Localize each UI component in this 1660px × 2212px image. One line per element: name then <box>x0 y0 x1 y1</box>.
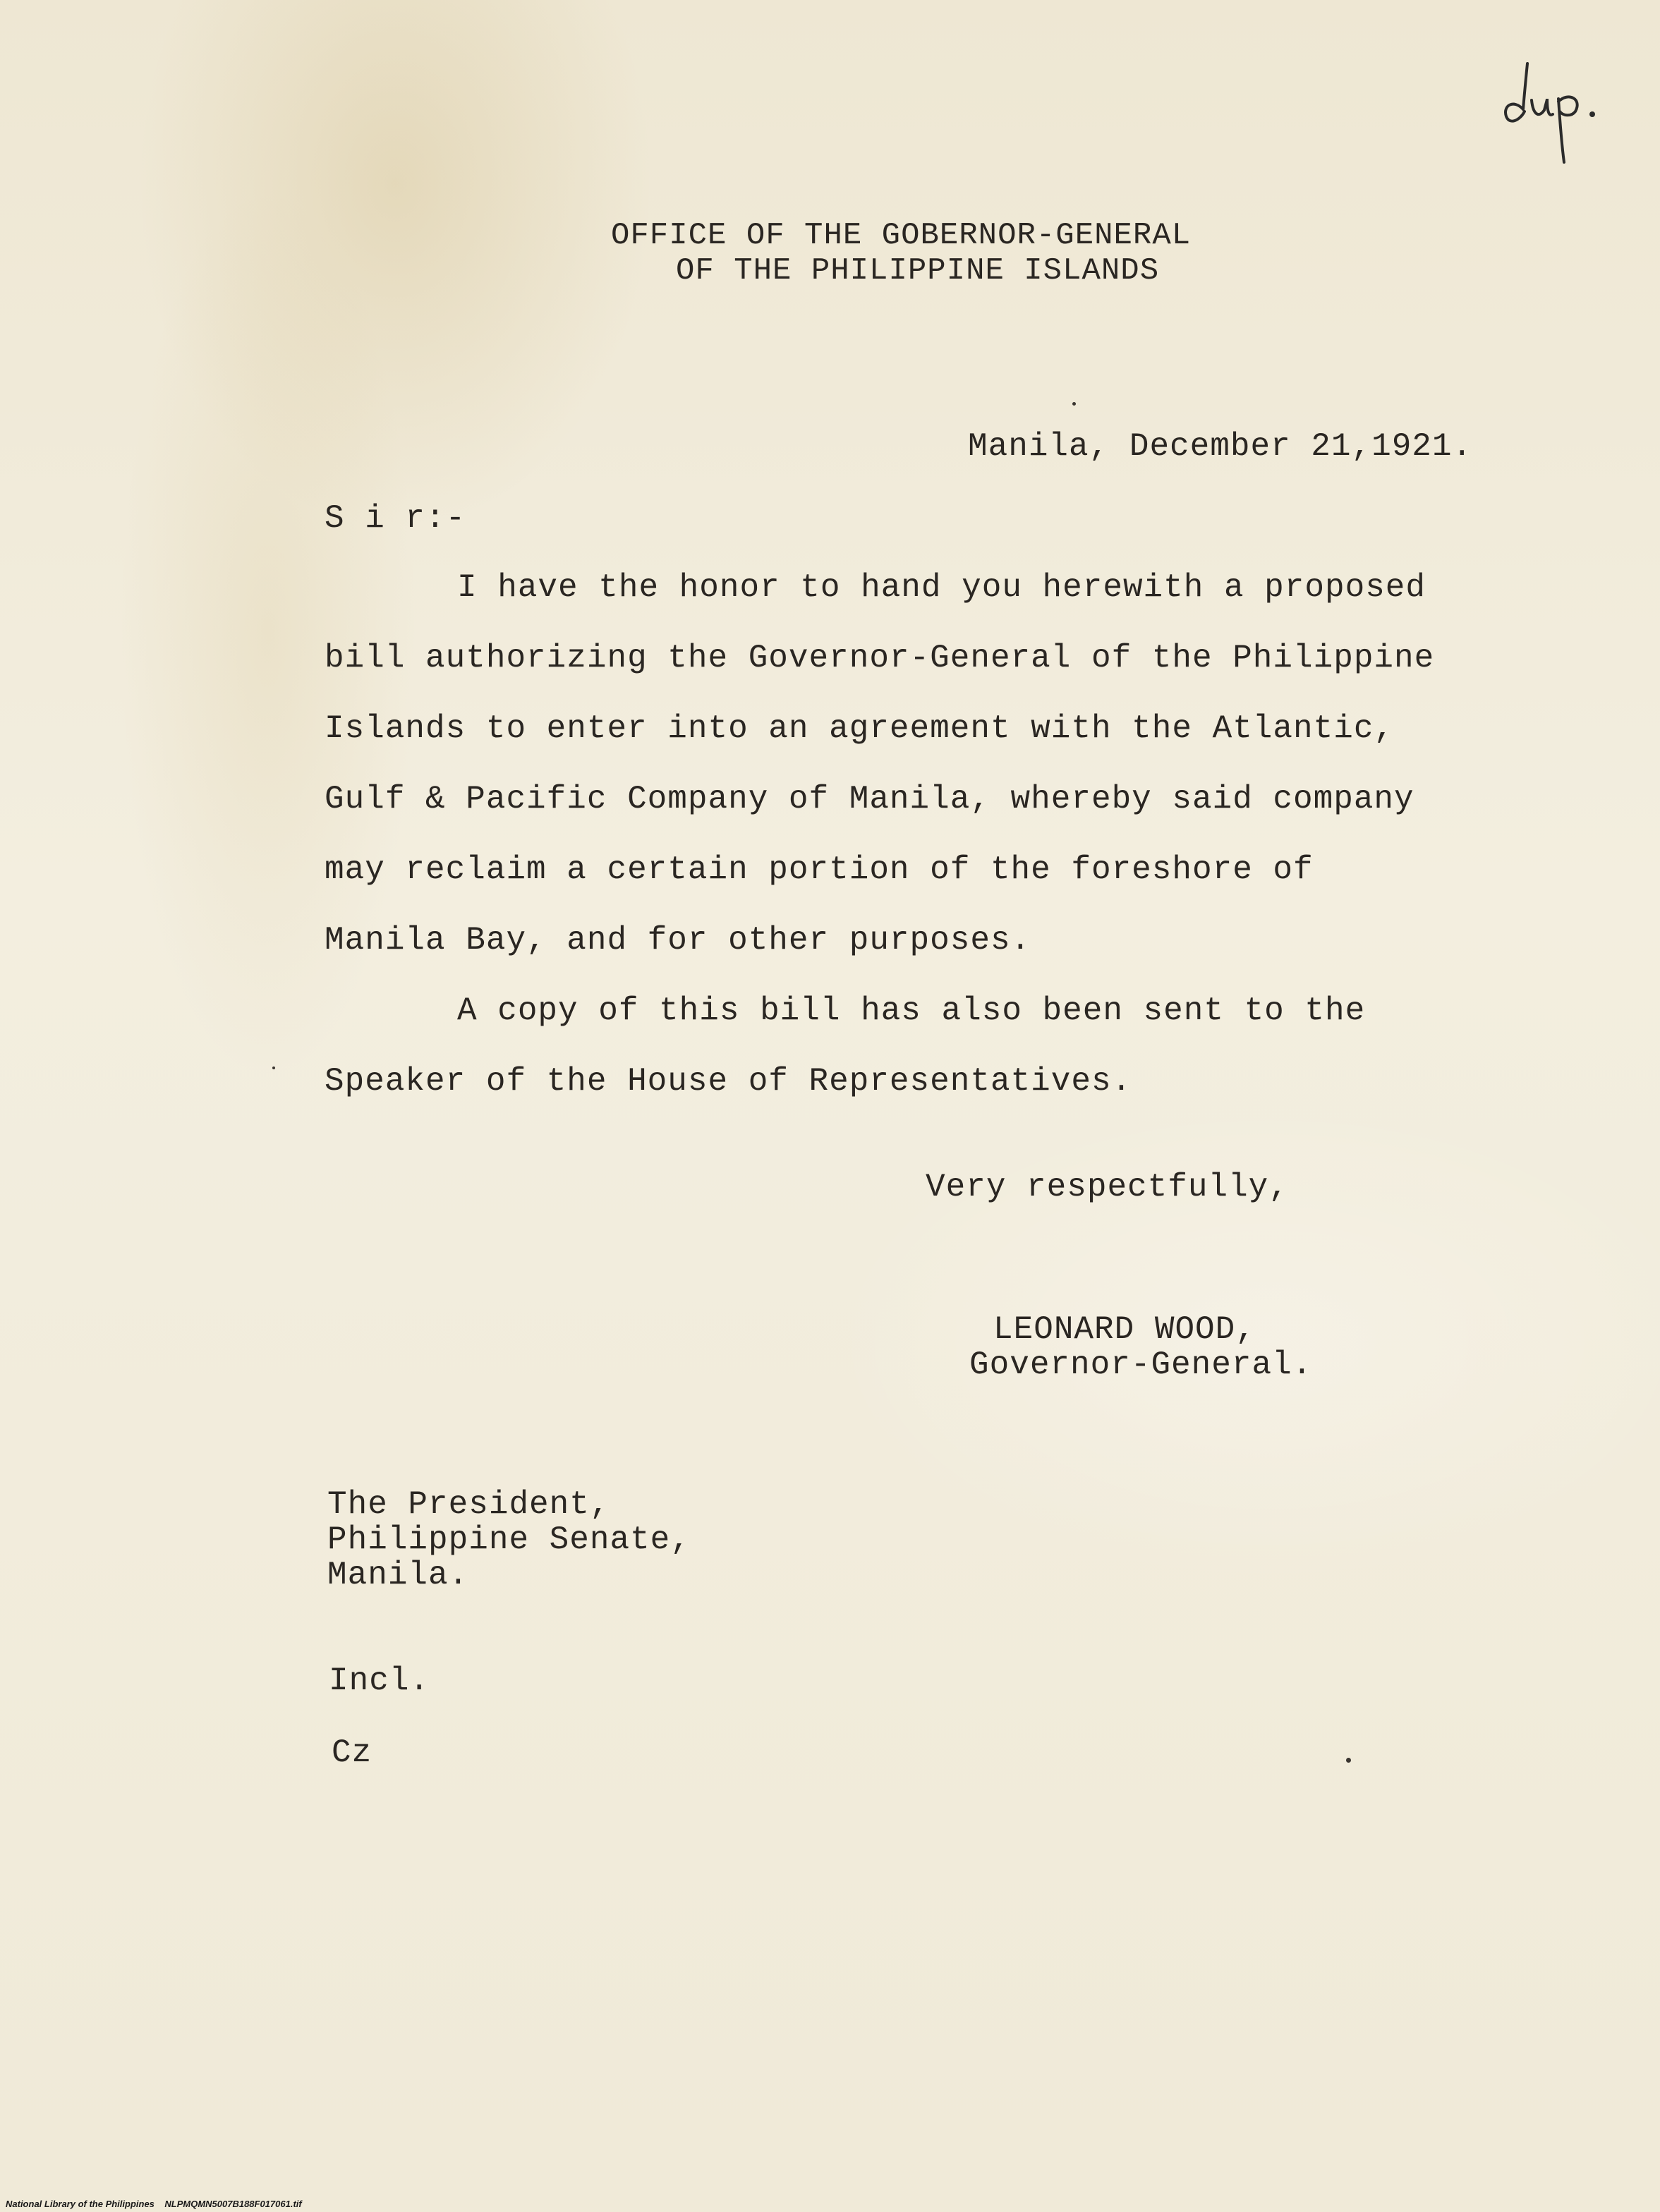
addressee-line-1: The President, <box>327 1486 610 1523</box>
addressee-line-3: Manila. <box>327 1557 469 1593</box>
ink-speck <box>272 1066 275 1069</box>
date-line: Manila, December 21,1921. <box>968 428 1473 465</box>
salutation: S i r:- <box>325 500 466 537</box>
archive-footer <box>6 2199 302 2209</box>
typist-initials: Cz <box>332 1734 372 1771</box>
body-paragraph-1-line-5: may reclaim a certain portion of the foreshore of <box>325 851 1314 888</box>
body-paragraph-2-line-1: A copy of this bill has also been sent to the <box>457 992 1366 1029</box>
body-paragraph-1-line-6: Manila Bay, and for other purposes. <box>325 922 1031 959</box>
handwritten-dup-note <box>1499 49 1619 169</box>
body-paragraph-2-line-2: Speaker of the House of Representatives. <box>325 1063 1132 1100</box>
letterhead-line-2: OF THE PHILIPPINE ISLANDS <box>676 253 1160 288</box>
ink-speck <box>1072 402 1076 406</box>
footer-file-id: NLPMQMN5007B188F017061.tif <box>164 2199 302 2209</box>
body-paragraph-1-line-3: Islands to enter into an agreement with the Atlantic, <box>325 710 1395 747</box>
closing: Very respectfully, <box>926 1169 1289 1205</box>
signature-name: LEONARD WOOD, <box>993 1311 1256 1348</box>
addressee-line-2: Philippine Senate, <box>327 1521 691 1558</box>
enclosure: Incl. <box>329 1663 430 1699</box>
letterhead-line-1: OFFICE OF THE GOBERNOR-GENERAL <box>611 218 1192 253</box>
body-paragraph-1-line-1: I have the honor to hand you herewith a proposed <box>457 569 1426 606</box>
footer-institution: National Library of the Philippines <box>6 2199 155 2209</box>
ink-speck <box>1346 1758 1351 1763</box>
body-paragraph-1-line-4: Gulf & Pacific Company of Manila, whereby said company <box>325 781 1414 818</box>
signature-title: Governor-General. <box>969 1347 1313 1383</box>
body-paragraph-1-line-2: bill authorizing the Governor-General of the Philippine <box>325 640 1435 676</box>
